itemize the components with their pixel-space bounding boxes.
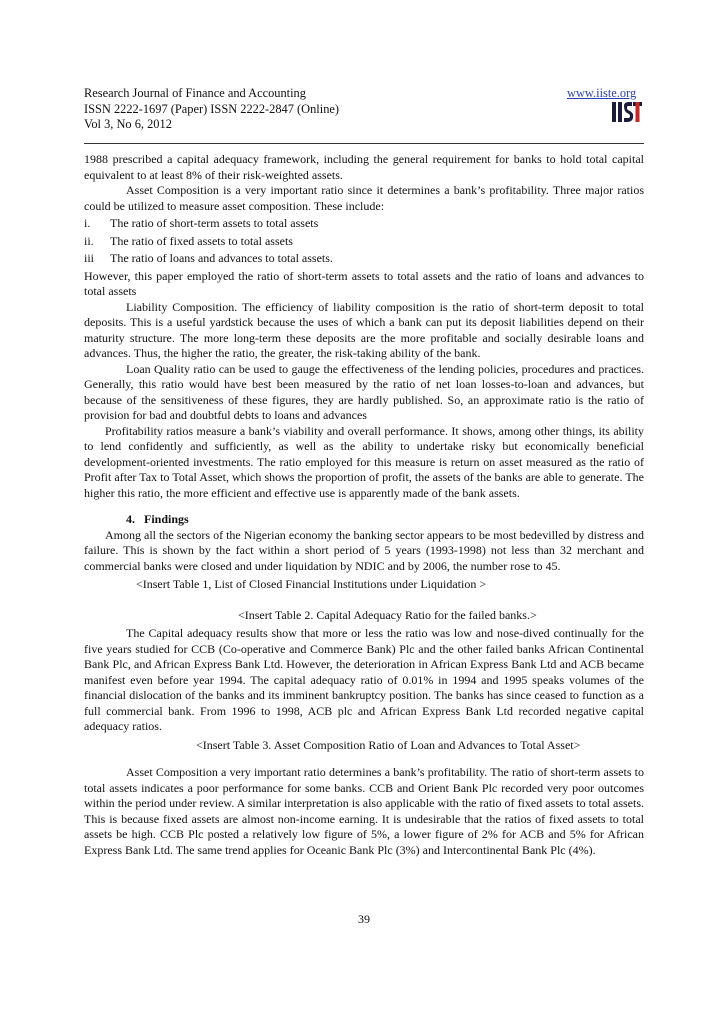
paragraph: 1988 prescribed a capital adequacy framework, including the general requirement for banks to hold total capital equivalent to at least 8% of their risk-weighted assets.	[84, 152, 644, 182]
spacer	[84, 501, 644, 512]
table-placeholder: <Insert Table 2. Capital Adequacy Ratio for the failed banks.>	[238, 607, 537, 622]
journal-header	[84, 86, 644, 133]
list-item	[84, 216, 644, 232]
spacer	[84, 756, 644, 765]
iiste-logo	[612, 101, 642, 123]
list-text: The ratio of fixed assets to total assets	[110, 233, 293, 248]
paragraph: The Capital adequacy results show that more or less the ratio was low and nose-dived continually for the five years studied for CCB (Co-operative and Commerce Bank) Plc and the other failed banks African Continental Bank Plc, and African Express Bank Ltd. However, the deterioration in African Express Bank Ltd and ACB became manifest even before year 1994. The capital adequacy ratio of 0.01% in 1994 and 1995 speaks volumes of the financial dislocation of the banks and its imminent bankruptcy position. The banks has since ceased to function as a full commercial bank. From 1996 to 1998, ACB plc and African Express Bank Ltd recorded negative capital adequacy ratios.	[84, 626, 644, 733]
spacer	[84, 596, 644, 605]
page-number: 39	[358, 912, 370, 926]
paragraph: However, this paper employed the ratio of short-term assets to total assets and the ratio of loans and advances to total assets	[84, 268, 644, 298]
paragraph: Among all the sectors of the Nigerian economy the banking sector appears to be most bedevilled by distress and failure. This is shown by the fact within a short period of 5 years (1993-1998) not less than 32 merchant and commercial banks were closed and under liquidation by NDIC and by 2006, the number rose to 45.	[84, 527, 644, 573]
list-number: iii	[84, 251, 95, 265]
list-text: The ratio of short-term assets to total assets	[110, 216, 319, 230]
journal-title: Research Journal of Finance and Accounting	[84, 86, 306, 100]
list-item	[84, 234, 644, 250]
table-placeholder: <Insert Table 1, List of Closed Financial Institutions under Liquidation >	[136, 577, 487, 591]
journal-volume: Vol 3, No 6, 2012	[84, 117, 172, 131]
list-number: ii.	[84, 233, 94, 248]
table-placeholder: <Insert Table 3. Asset Composition Ratio of Loan and Advances to Total Asset>	[196, 737, 581, 752]
list-item	[84, 251, 644, 267]
journal-issn: ISSN 2222-1697 (Paper) ISSN 2222-2847 (Online)	[84, 101, 340, 116]
paragraph: Asset Composition is a very important ratio since it determines a bank’s profitability. Three major ratios could be utilized to measure asset composition. These include:	[84, 183, 644, 213]
paragraph: Liability Composition. The efficiency of liability composition is the ratio of short-term deposit to total deposits. This is a useful yardstick because the uses of which a bank can put its deposit liabilities depend on their maturity structure. The more long-term these deposits are the more profitable and socially desirable loans and advances. Thus, the higher the ratio, the greater, the risk-taking ability of the bank.	[84, 299, 644, 360]
paragraph: Profitability ratios measure a bank’s viability and overall performance. It shows, among other things, its ability to lend confidently and sufficiently, as well as the ability to undertake risky but economically beneficial development-oriented investments. The ratio employed for this measure is return on asset measured as the ratio of Profit after Tax to Total Asset, which shows the proportion of profit, the assets of the banks are able to generate. The higher this ratio, the more efficient and effective use is apparently made of the bank assets.	[84, 423, 644, 500]
section-heading: 4. Findings	[126, 512, 189, 526]
header-divider	[84, 143, 644, 144]
list-text: The ratio of loans and advances to total assets.	[110, 251, 333, 265]
paragraph: Loan Quality ratio can be used to gauge the effectiveness of the lending policies, procedures and practices. Generally, this ratio would have best been measured by the ratio of net loan losses-to-loan and advances, but because of the sensitiveness of these figures, they are hardly published. So, an approximate ratio is the ratio of provision for bad and doubtful debts to loans and advances	[84, 361, 644, 422]
paragraph: Asset Composition a very important ratio determines a bank’s profitability. The ratio of short-term assets to total assets indicates a poor performance for some banks. CCB and Orient Bank Plc recorded very poor outcomes within the period under review. A similar interpretation is also applicable with the ratio of fixed assets to total assets. This is because fixed assets are almost non-income earning. It is undesirable that the ratios of fixed assets to total assets be high. CCB Plc posted a relatively low figure of 5%, a lower figure of 2% for ACB and 5% for African Express Bank Ltd. The same trend applies for Oceanic Bank Plc (3%) and Intercontinental Bank Plc (4%).	[84, 765, 644, 857]
journal-url-link[interactable]: www.iiste.org	[567, 86, 637, 100]
list-number: i.	[84, 216, 91, 230]
article-body	[84, 152, 644, 858]
